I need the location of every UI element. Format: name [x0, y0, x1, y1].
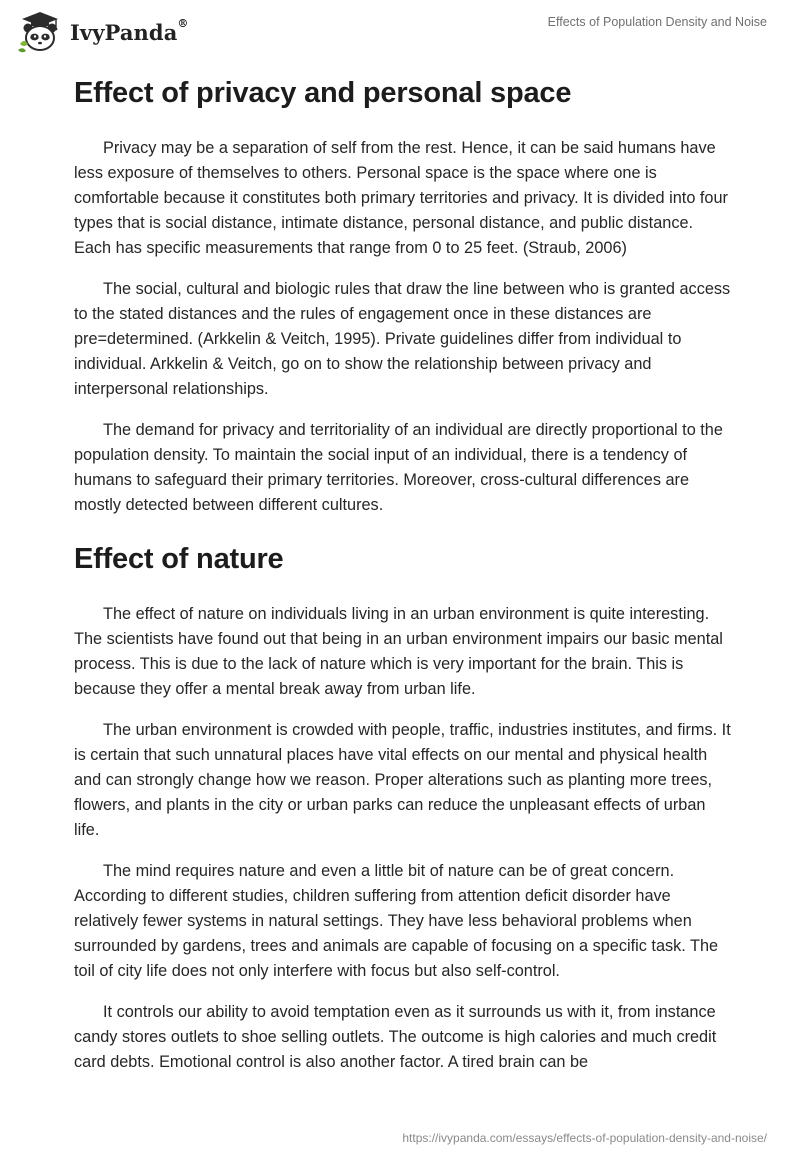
- essay-content: [74, 70, 734, 1091]
- document-title: Effects of Population Density and Noise: [547, 15, 767, 29]
- panda-logo-icon: [16, 10, 64, 54]
- section-heading-privacy: Effect of privacy and personal space: [74, 77, 572, 109]
- ivypanda-logo[interactable]: [16, 10, 189, 54]
- paragraph: The mind requires nature and even a little bit of nature can be of great concern. According to different studies, children suffering from attention deficit disorder have relatively fewer systems in natural settings. They have less behavioral problems when surrounded by gardens, trees and animals are capable of focusing on a specific task. The toil of city life does not only interfere with focus but also self-control.: [74, 862, 719, 980]
- paragraph: Privacy may be a separation of self from the rest. Hence, it can be said humans have less exposure of themselves to others. Personal space is the space where one is comfortable because it constitutes both primary territories and privacy. It is divided into four types that is social distance, intimate distance, personal distance, and public distance. Each has specific measurements that range from 0 to 25 feet. (Straub, 2006): [74, 139, 728, 257]
- paragraph: The effect of nature on individuals living in an urban environment is quite interesting. The scientists have found out that being in an urban environment impairs our basic mental process. This is due to the lack of nature which is very important for the brain. This is because they offer a mental break away from urban life.: [74, 605, 723, 698]
- brand-name: IvyPanda®: [70, 16, 189, 45]
- paragraph: It controls our ability to avoid temptation even as it surrounds us with it, from instance candy stores outlets to shoe selling outlets. The outcome is high calories and much credit card debts. Emotional control is also another factor. A tired brain can be: [74, 1003, 717, 1071]
- paragraph: The demand for privacy and territoriality of an individual are directly proportional to the population density. To maintain the social input of an individual, there is a tendency of humans to safeguard their primary territories. Moreover, cross-cultural differences are mostly detected between different cultures.: [74, 421, 723, 514]
- source-url[interactable]: https://ivypanda.com/essays/effects-of-population-density-and-noise/: [402, 1131, 767, 1145]
- page-header: [0, 0, 800, 64]
- section-heading-nature: Effect of nature: [74, 543, 284, 575]
- paragraph: The urban environment is crowded with people, traffic, industries institutes, and firms. It is certain that such unnatural places have vital effects on our mental and physical health and can strongly change how we reason. Proper alterations such as planting more trees, flowers, and plants in the city or urban parks can reduce the unpleasant effects of urban life.: [74, 721, 731, 839]
- paragraph: The social, cultural and biologic rules that draw the line between who is granted access to the stated distances and the rules of engagement once in these distances are pre=determined. (Arkkelin & Veitch, 1995). Private guidelines differ from individual to individual. Arkkelin & Veitch, go on to show the relationship between privacy and interpersonal relationships.: [74, 280, 731, 398]
